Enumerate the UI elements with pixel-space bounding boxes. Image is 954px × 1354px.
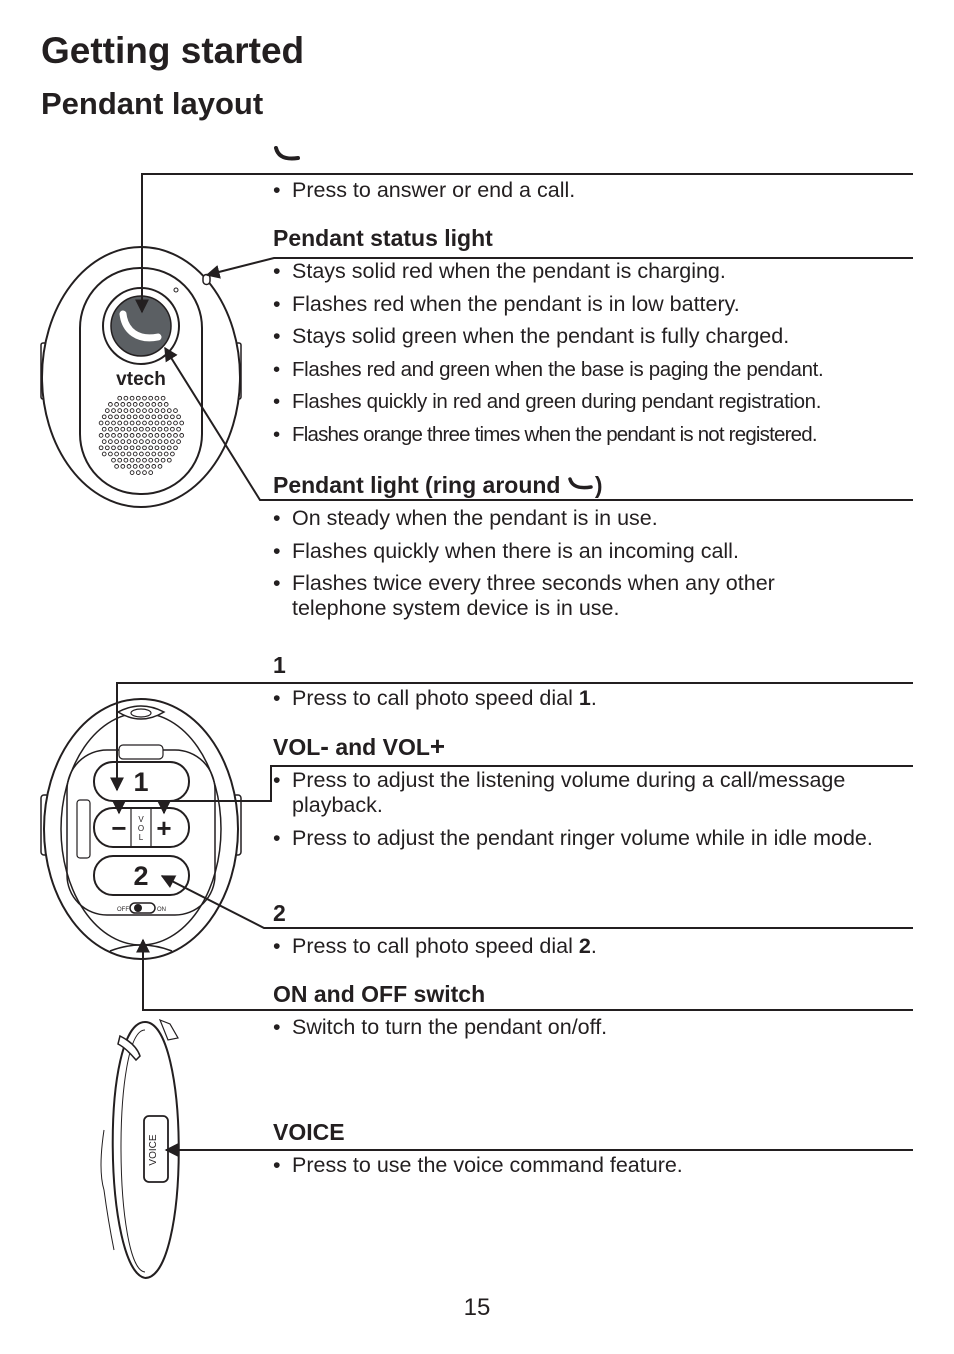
list-item: • Flashes quickly in red and green during pendant registration.: [273, 389, 913, 414]
on-off-switch[interactable]: [130, 903, 155, 913]
list-item: • Press to answer or end a call.: [273, 178, 913, 203]
brand-logo: vtech: [116, 369, 166, 390]
voice-section: [273, 1119, 913, 1186]
talk-section: [273, 141, 913, 211]
pendant-back-drawing: [41, 699, 241, 959]
svg-text:ON: ON: [157, 907, 166, 913]
svg-text:O: O: [137, 824, 145, 833]
list-item: • Press to adjust the pendant ringer volume while in idle mode.: [273, 826, 892, 851]
section-title: ON and OFF switch: [273, 981, 486, 1007]
list-item: • Stays solid red when the pendant is charging.: [273, 259, 913, 284]
list-item: • Flashes red when the pendant is in low battery.: [273, 292, 913, 317]
section-title: Pendant light (ring around ): [273, 472, 603, 498]
section-title: VOICE: [273, 1119, 345, 1145]
speed-dial-1-section: [273, 652, 913, 719]
section-title: 1: [273, 652, 286, 678]
section-title: VOL- and VOL+: [273, 731, 446, 761]
list-item: • Switch to turn the pendant on/off.: [273, 1015, 913, 1040]
section-title: 2: [273, 900, 286, 926]
volume-section: [273, 733, 913, 858]
svg-text:VOICE: VOICE: [148, 1134, 159, 1166]
list-item: • Flashes quickly when there is an incoming call.: [273, 539, 913, 564]
svg-text:V: V: [138, 815, 144, 824]
page-heading: Getting started: [41, 30, 305, 71]
list-item: • Press to call photo speed dial 2.: [273, 934, 913, 959]
svg-text:L: L: [138, 833, 144, 842]
section-heading: Pendant layout: [41, 86, 264, 121]
phone-handset-icon: [567, 474, 595, 494]
svg-text:1: 1: [133, 767, 149, 797]
list-item: • Stays solid green when the pendant is fully charged.: [273, 324, 913, 349]
page-number: 15: [463, 1294, 491, 1321]
list-item: • Press to call photo speed dial 1.: [273, 686, 913, 711]
status-light-section: [273, 225, 913, 454]
list-item: • Flashes twice every three seconds when any other telephone system device is in use.: [273, 571, 852, 621]
list-item: • Press to adjust the listening volume during a call/message playback.: [273, 768, 913, 818]
status-light-led: [203, 275, 210, 285]
list-item: • Flashes orange three times when the pendant is not registered.: [273, 422, 913, 447]
svg-text:OFF: OFF: [117, 907, 129, 913]
section-title: Pendant status light: [273, 225, 493, 251]
speed-dial-2-section: [273, 900, 913, 967]
svg-text:2: 2: [133, 861, 149, 891]
vol-plus-key[interactable]: +: [156, 813, 172, 843]
list-item: • On steady when the pendant is in use.: [273, 506, 913, 531]
vol-minus-key[interactable]: −: [111, 813, 127, 843]
phone-handset-icon: [273, 141, 303, 165]
ring-light-section: [273, 472, 913, 629]
list-item: • Flashes red and green when the base is paging the pendant.: [273, 357, 913, 382]
list-item: • Press to use the voice command feature.: [273, 1153, 913, 1178]
on-off-section: [273, 981, 913, 1048]
